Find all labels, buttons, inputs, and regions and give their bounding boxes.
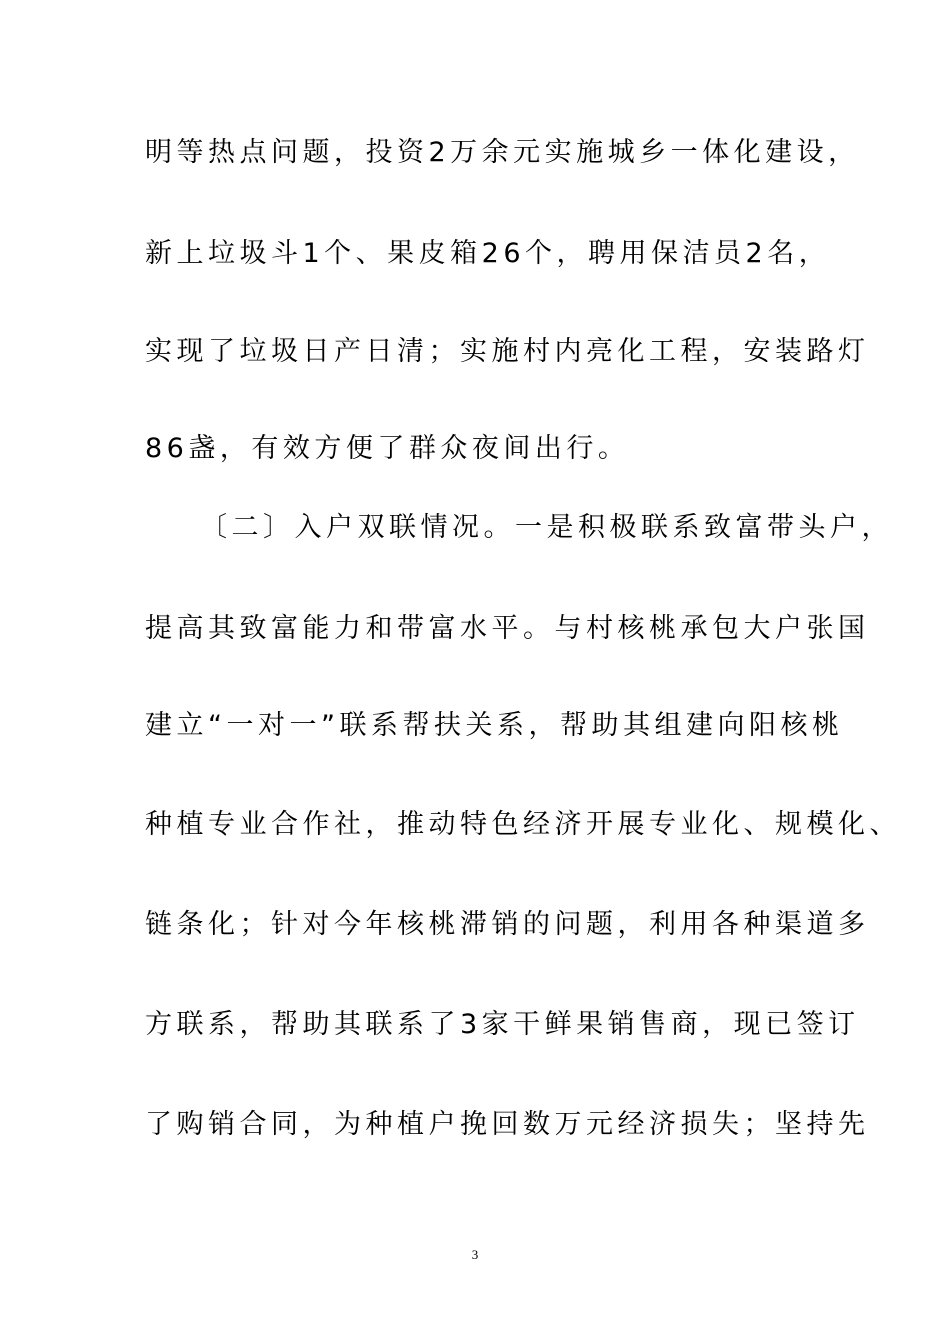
text-line-8: 种植专业合作社，推动特色经济开展专业化、规模化、 <box>145 809 901 840</box>
text-line-10: 方联系，帮助其联系了3家干鲜果销售商，现已签订 <box>145 1009 860 1040</box>
text-line-6: 提高其致富能力和带富水平。与村核桃承包大户张国 <box>145 613 870 644</box>
text-line-3: 实现了垃圾日产日清；实施村内亮化工程，安装路灯 <box>145 336 870 367</box>
text-line-1: 明等热点问题，投资2万余元实施城乡一体化建设， <box>145 137 860 168</box>
text-line-7: 建立“一对一”联系帮扶关系，帮助其组建向阳核桃 <box>145 710 844 741</box>
text-line-4: 86盏，有效方便了群众夜间出行。 <box>145 433 630 464</box>
text-line-11: 了购销合同，为种植户挽回数万元经济损失；坚持先 <box>145 1109 870 1140</box>
text-line-2: 新上垃圾斗1个、果皮箱26个，聘用保洁员2名， <box>145 238 831 269</box>
text-line-9: 链条化；针对今年核桃滞销的问题，利用各种渠道多 <box>145 909 870 940</box>
page-number: 3 <box>471 1247 479 1262</box>
text-line-5: 〔二〕入户双联情况。一是积极联系致富带头户， <box>200 512 893 543</box>
